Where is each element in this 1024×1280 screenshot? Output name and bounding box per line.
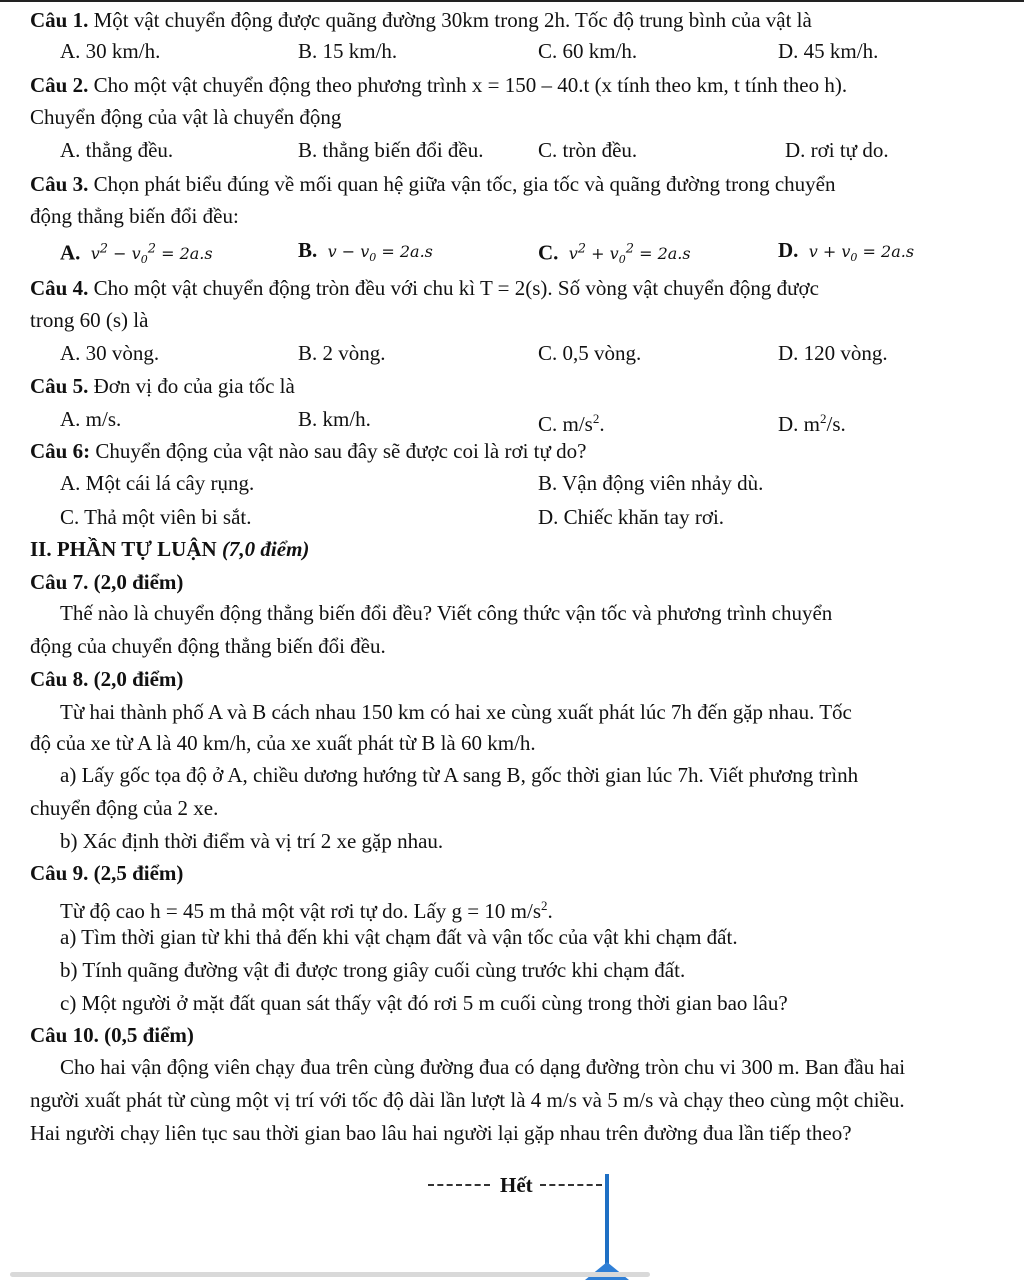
q9-part-b: b) Tính quãng đường vật đi được trong giây cuối cùng trước khi chạm đất. — [60, 958, 686, 982]
q6-label: Câu 6: — [30, 439, 91, 463]
q5-option-d: D. $m^2/s$. — [778, 411, 846, 436]
q9-text-main: Từ độ cao h = 45 m thả một vật rơi tự do. Lấy g = 10 m/s — [60, 899, 541, 923]
q5-option-c-text: C. m/s — [538, 412, 593, 436]
q3-option-c — [538, 238, 691, 273]
q3-rhs-c: = 2a.s — [639, 244, 691, 264]
q10-text-3: Hai người chạy liên tục sau thời gian bao lâu hai người lại gặp nhau trên đường đua lần tiếp theo? — [30, 1121, 852, 1145]
scroll-handle-triangle-icon[interactable] — [585, 1262, 629, 1280]
q5-text: Đơn vị đo của gia tốc là — [93, 374, 295, 398]
q1-option-d: D. 45 km/h. — [778, 39, 879, 63]
q6-text: Chuyển động của vật nào sau đây sẽ được coi là rơi tự do? — [95, 439, 587, 463]
q3-rhs-b: = 2a.s — [381, 242, 433, 261]
q3-text: Chọn phát biểu đúng về mối quan hệ giữa vận tốc, gia tốc và quãng đường trong chuyển — [93, 172, 836, 196]
q4-option-a: A. 30 vòng. — [60, 341, 160, 365]
q8-part-a: a) Lấy gốc tọa độ ở A, chiều dương hướng từ A sang B, gốc thời gian lúc 7h. Viết phương trình — [60, 763, 859, 787]
q10-text: Cho hai vận động viên chạy đua trên cùng đường đua có dạng đường tròn chu vi 300 m. Ban đầu hai — [60, 1055, 906, 1079]
q1-option-c: C. 60 km/h. — [538, 39, 638, 63]
q1-option-a: A. 30 km/h. — [60, 39, 161, 63]
q8-part-b: b) Xác định thời điểm và vị trí 2 xe gặp nhau. — [60, 829, 444, 853]
q3-letter-b: B. — [298, 238, 318, 262]
q9-label: Câu 9. (2,5 điểm) — [30, 861, 184, 885]
q3-letter-d: D. — [778, 238, 799, 262]
q2-stem — [30, 73, 847, 97]
q5-option-c: C. $m/s^2$. — [538, 411, 605, 436]
q3-formula-c: $v^2 + v_0^2 = 2a.s$ — [563, 242, 691, 267]
q1-option-b: B. 15 km/h. — [298, 39, 398, 63]
q4-option-d: D. 120 vòng. — [778, 341, 888, 365]
end-dash-left — [428, 1184, 490, 1186]
q2-option-c: C. tròn đều. — [538, 138, 638, 162]
q4-label: Câu 4. — [30, 276, 89, 300]
q4-text: Cho một vật chuyển động tròn đều với chu kì T = 2(s). Số vòng vật chuyển động được — [93, 276, 819, 300]
q4-stem — [30, 276, 819, 300]
q3-label: Câu 3. — [30, 172, 89, 196]
q6-option-c: C. Thả một viên bi sắt. — [60, 505, 252, 529]
q3-formula-d: $v + v_0 = 2a.s$ — [803, 242, 915, 265]
q1-text: Một vật chuyển động được quãng đường 30km trong 2h. Tốc độ trung bình của vật là — [93, 8, 812, 32]
q9-part-c: c) Một người ở mặt đất quan sát thấy vật đó rơi 5 m cuối cùng trong thời gian bao lâu? — [60, 991, 788, 1015]
section-2-points: (7,0 điểm) — [221, 537, 310, 561]
q3-rhs-d: = 2a.s — [862, 242, 915, 261]
section-2-heading — [30, 537, 309, 561]
q10-text-2: người xuất phát từ cùng một vị trí với tốc độ dài lần lượt là 4 m/s và 5 m/s và chạy theo cùng một chiều. — [30, 1088, 905, 1112]
q8-text-2: độ của xe từ A là 40 km/h, của xe xuất phát từ B là 60 km/h. — [30, 731, 536, 755]
q8-label: Câu 8. (2,0 điểm) — [30, 667, 184, 691]
q7-label: Câu 7. (2,0 điểm) — [30, 570, 184, 594]
q10-label: Câu 10. (0,5 điểm) — [30, 1023, 194, 1047]
section-2-title: II. PHẦN TỰ LUẬN — [30, 537, 217, 561]
q6-option-d: D. Chiếc khăn tay rơi. — [538, 505, 725, 529]
q8-part-a-2: chuyển động của 2 xe. — [30, 796, 219, 820]
q5-option-a: A. m/s. — [60, 407, 122, 431]
q2-option-a: A. thẳng đều. — [60, 138, 174, 162]
q2-option-b: B. thẳng biến đổi đều. — [298, 138, 484, 162]
q2-label: Câu 2. — [30, 73, 89, 97]
q6-option-b: B. Vận động viên nhảy dù. — [538, 471, 764, 495]
q3-stem — [30, 172, 835, 196]
q5-option-d-text: D. m — [778, 412, 820, 436]
q4-option-b: B. 2 vòng. — [298, 341, 386, 365]
q5-option-b: B. km/h. — [298, 407, 371, 431]
end-dash-right — [540, 1184, 602, 1186]
q3-option-a — [60, 238, 213, 273]
q7-text-2: động của chuyển động thẳng biến đổi đều. — [30, 634, 386, 658]
q3-formula-b: $v - v_0 = 2a.s$ — [322, 242, 433, 265]
q6-option-a: A. Một cái lá cây rụng. — [60, 471, 255, 495]
q6-stem — [30, 439, 586, 463]
bottom-shadow — [10, 1272, 650, 1277]
q5-label: Câu 5. — [30, 374, 89, 398]
q4-option-c: C. 0,5 vòng. — [538, 341, 642, 365]
q3-text-2: động thẳng biến đổi đều: — [30, 204, 239, 228]
q8-text: Từ hai thành phố A và B cách nhau 150 km có hai xe cùng xuất phát lúc 7h đến gặp nhau. Tốc — [60, 700, 852, 724]
scroll-handle-line[interactable] — [605, 1174, 609, 1268]
end-text: Hết — [500, 1173, 533, 1197]
q9-part-a: a) Tìm thời gian từ khi thả đến khi vật chạm đất và vận tốc của vật khi chạm đất. — [60, 925, 738, 949]
q1-label: Câu 1. — [30, 8, 89, 32]
q4-text-2: trong 60 (s) là — [30, 308, 149, 332]
q2-option-d: D. rơi tự do. — [785, 138, 889, 162]
q3-option-d — [778, 238, 914, 270]
q3-option-b — [298, 238, 433, 270]
q5-stem — [30, 374, 295, 398]
end-marker — [0, 1170, 1024, 1279]
q7-text: Thế nào là chuyển động thẳng biến đổi đều? Viết công thức vận tốc và phương trình chuyển — [60, 601, 833, 625]
q9-text: Từ độ cao h = 45 m thả một vật rơi tự do. Lấy g = 10 $m/s^2$. — [60, 898, 553, 923]
q1-stem — [30, 8, 812, 32]
q3-rhs-a: = 2a.s — [161, 244, 213, 264]
q3-formula-a: $v^2 - v_0^2 = 2a.s$ — [85, 242, 213, 267]
q2-text: Cho một vật chuyển động theo phương trình x = 150 – 40.t (x tính theo km, t tính theo h). — [93, 73, 848, 97]
q3-letter-c: C. — [538, 240, 559, 265]
q3-letter-a: A. — [60, 240, 81, 265]
q2-text-2: Chuyển động của vật là chuyển động — [30, 105, 342, 129]
top-border — [0, 0, 1024, 2]
